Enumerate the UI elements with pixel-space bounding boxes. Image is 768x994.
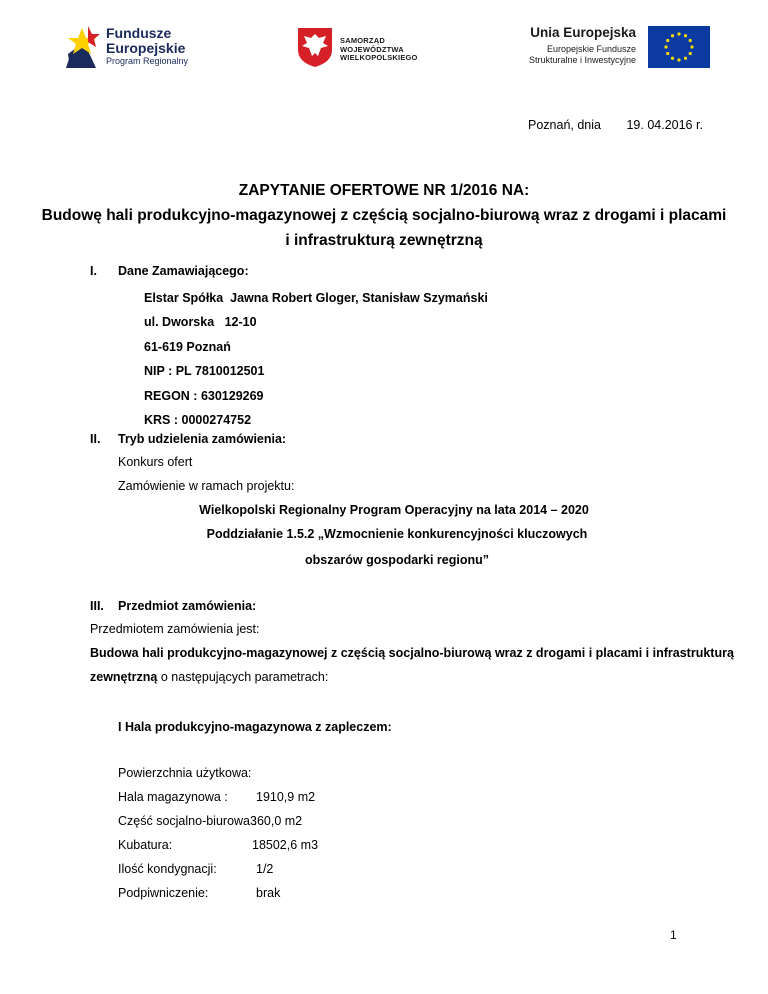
param-value: 18502,6 m3: [252, 838, 319, 852]
wlkp-line1: SAMORZĄD WOJEWÓDZTWA: [340, 36, 404, 54]
eu-star: [677, 58, 680, 61]
param-row: [118, 790, 316, 804]
measure-line2: obszarów gospodarki regionu”: [304, 553, 490, 567]
eu-star: [689, 39, 692, 42]
param-label: Część socjalno-biurowa :: [118, 814, 257, 828]
param-label: Podpiwniczenie:: [118, 886, 209, 900]
eu-star: [689, 52, 692, 55]
eu-star: [684, 34, 687, 37]
param-row: [118, 814, 303, 828]
eu-star: [671, 57, 674, 60]
eu-star: [664, 45, 667, 48]
section3-number: III.: [90, 599, 104, 613]
section2-heading: Tryb udzielenia zamówienia:: [118, 432, 287, 446]
eu-star: [690, 45, 693, 48]
contractor-name: Elstar Spółka Jawna Robert Gloger, Stanisław Szymański: [144, 291, 488, 305]
param-value: 1/2: [256, 862, 274, 876]
fe-star-icon: [66, 24, 100, 70]
measure-line1: Poddziałanie 1.5.2 „Wzmocnienie konkurencyjności kluczowych: [206, 527, 588, 541]
contractor-regon: REGON : 630129269: [144, 388, 264, 403]
param-row: [118, 862, 274, 876]
section1-number: I.: [90, 264, 97, 278]
subject-line1: Budowa hali produkcyjno-magazynowej z częścią socjalno-biurową wraz z drogami i placami i infrastrukturą: [90, 646, 734, 660]
title-line1: ZAPYTANIE OFERTOWE NR 1/2016 NA:: [238, 182, 530, 199]
section1-heading: Dane Zamawiającego:: [118, 264, 249, 278]
param-label: Hala magazynowa :: [118, 790, 228, 804]
ue-line1: Europejskie Fundusze: [546, 44, 636, 55]
param-row: [118, 886, 281, 900]
project-intro: Zamówienie w ramach projektu:: [118, 479, 295, 493]
subject-line2: [90, 670, 328, 684]
section2-number: II.: [90, 432, 101, 446]
param-value: 1910,9 m2: [256, 790, 316, 804]
eu-star: [671, 34, 674, 37]
subject-bold: zewnętrzną: [90, 670, 158, 684]
param-value: 360,0 m2: [250, 814, 303, 828]
eu-flag-icon: [648, 26, 710, 68]
eu-star: [684, 57, 687, 60]
ue-title: Unia Europejska: [530, 25, 636, 40]
subject-rest: o następujących parametrach:: [157, 670, 329, 684]
param-value: brak: [256, 886, 281, 900]
fundusze-europejskie-logo: [66, 24, 206, 72]
program-name: Wielkopolski Regionalny Program Operacyjny na lata 2014 – 2020: [199, 503, 589, 517]
contractor-details: [144, 286, 488, 432]
fe-line1: Fundusze: [106, 25, 172, 41]
param-label: Ilość kondygnacji:: [118, 862, 217, 876]
param-label: Kubatura:: [118, 838, 173, 852]
contractor-nip: NIP : PL 7810012501: [144, 364, 265, 379]
wielkopolska-logo: [296, 24, 446, 72]
wlkp-line2: WIELKOPOLSKIEGO: [340, 53, 418, 63]
page-number: 1: [670, 928, 677, 942]
place-date: [528, 118, 703, 132]
eagle-shield-icon: [296, 26, 334, 68]
fe-line3: Program Regionalny: [106, 56, 189, 67]
contractor-city: 61-619 Poznań: [144, 339, 231, 354]
eu-star: [666, 39, 669, 42]
section3-heading: Przedmiot zamówienia:: [118, 599, 257, 613]
unia-europejska-logo: [516, 24, 710, 70]
eu-star: [677, 32, 680, 35]
subject-intro: Przedmiotem zamówienia jest:: [90, 622, 260, 636]
param-row: [118, 838, 319, 852]
document-date: 19. 04.2016 r.: [626, 118, 703, 132]
fe-line2: Europejskie: [106, 39, 186, 56]
ue-line2: Strukturalne i Inwestycyjne: [528, 54, 636, 65]
eu-star: [666, 52, 669, 55]
procurement-mode: Konkurs ofert: [118, 455, 193, 469]
title-line2: Budowę hali produkcyjno-magazynowej z częścią socjalno-biurową wraz z drogami i placami: [41, 207, 727, 224]
document-title: [0, 178, 768, 253]
contractor-street: ul. Dworska 12-10: [144, 315, 257, 330]
hall-heading: I Hala produkcyjno-magazynowa z zapleczem:: [118, 720, 392, 734]
title-line3: i infrastrukturą zewnętrzną: [285, 232, 483, 249]
contractor-krs: KRS : 0000274752: [144, 413, 252, 428]
usable-area-label: Powierzchnia użytkowa:: [118, 766, 252, 780]
place-city: Poznań, dnia: [528, 118, 601, 132]
